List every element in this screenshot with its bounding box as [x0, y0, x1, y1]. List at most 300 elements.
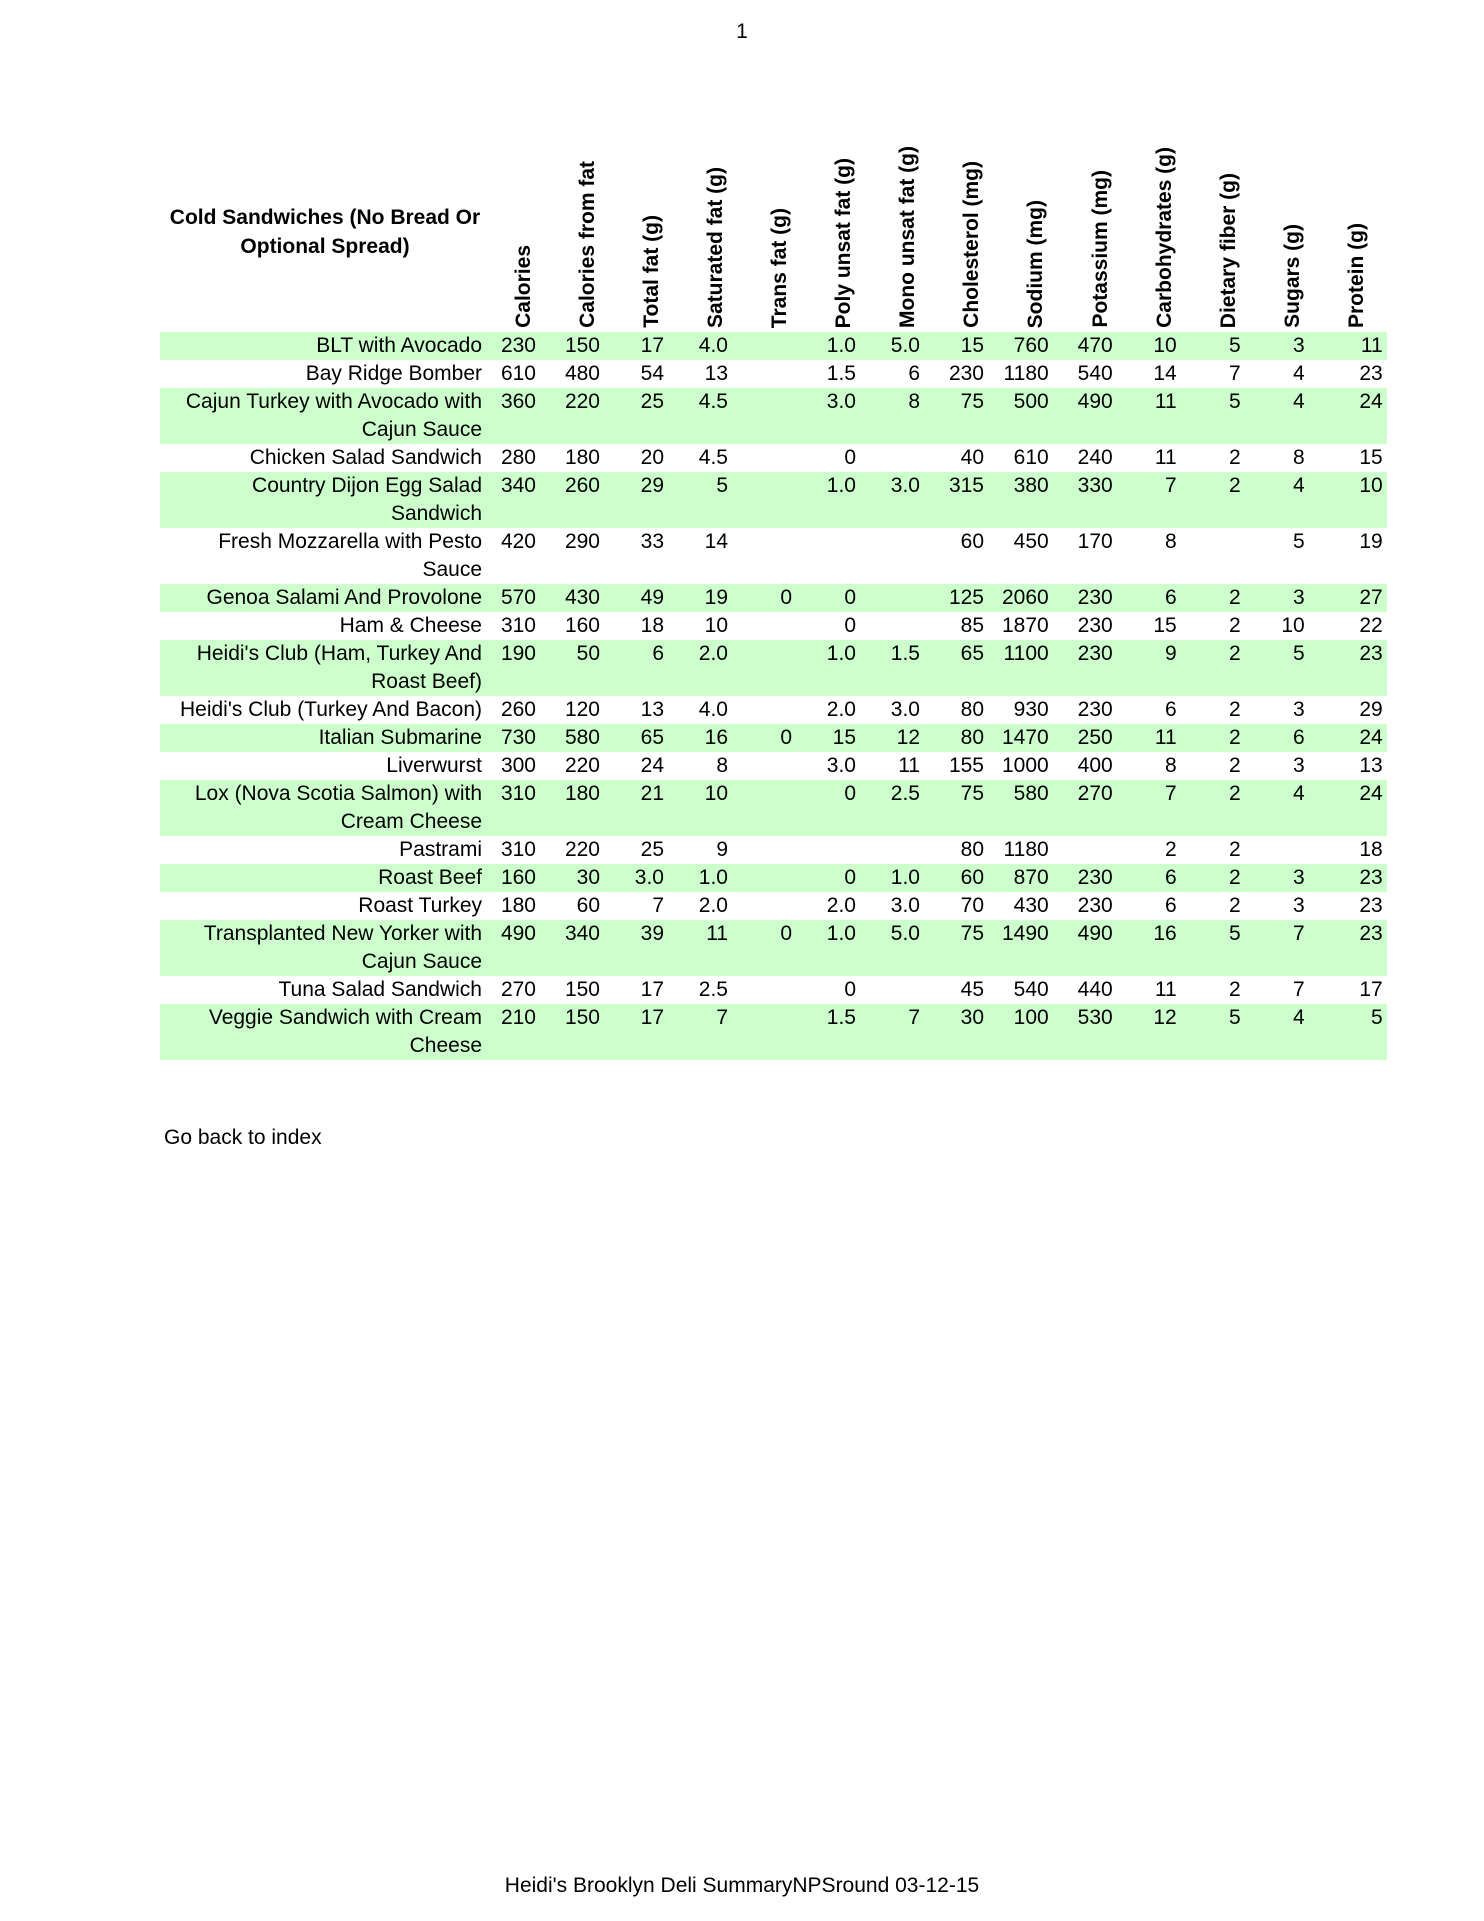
- row-value-cell: 15: [810, 724, 874, 752]
- row-value-cell: 2.5: [698, 978, 728, 1001]
- row-value-cell: 180: [500, 894, 536, 917]
- row-value-cell: 7: [652, 894, 664, 917]
- row-value-cell: 60: [938, 864, 1002, 892]
- row-value-cell: 12: [1131, 1004, 1195, 1060]
- row-value-cell: 2: [1195, 472, 1259, 528]
- row-value-cell: 24: [1323, 780, 1387, 836]
- row-value-cell: 5: [1195, 388, 1259, 444]
- row-value-cell: 330: [1067, 472, 1131, 528]
- row-value-cell: 11: [1131, 724, 1195, 752]
- row-value-cell: 85: [960, 614, 984, 637]
- table-row: [160, 920, 1387, 976]
- row-value-cell: [746, 360, 810, 388]
- row-item-name: Ham & Cheese: [339, 614, 482, 637]
- row-value-cell: 3: [1259, 332, 1323, 360]
- row-value-cell: 160: [490, 864, 554, 892]
- row-value-cell: 39: [618, 920, 682, 976]
- row-value-cell: 11: [1323, 332, 1387, 360]
- row-value-cell: 230: [1067, 864, 1131, 892]
- row-value-cell: 14: [704, 530, 728, 553]
- page-footer: Heidi's Brooklyn Deli SummaryNPSround 03-12-15: [504, 1874, 980, 1897]
- column-header: [1323, 132, 1387, 332]
- row-value-cell: 8: [1165, 530, 1177, 553]
- column-header-label: Calories from fat: [576, 161, 599, 328]
- row-value-cell: 5.0: [874, 920, 938, 976]
- column-header-label: Trans fat (g): [768, 207, 791, 328]
- row-value-cell: 420: [500, 530, 536, 553]
- row-value-cell: 5: [1195, 920, 1259, 976]
- row-value-cell: 2: [1229, 446, 1241, 469]
- row-value-cell: 580: [554, 724, 618, 752]
- row-value-cell: [746, 612, 810, 640]
- row-value-cell: 100: [1002, 1004, 1067, 1060]
- column-header: [1259, 132, 1323, 332]
- row-value-cell: 210: [490, 1004, 554, 1060]
- row-value-cell: 300: [500, 754, 536, 777]
- row-item-name: Tuna Salad Sandwich: [278, 978, 482, 1001]
- row-value-cell: [746, 976, 810, 1004]
- column-header-label: Protein (g): [1344, 223, 1368, 328]
- row-value-cell: 19: [1359, 530, 1383, 553]
- row-value-cell: 470: [1067, 332, 1131, 360]
- row-value-cell: 1180: [1003, 362, 1049, 385]
- row-value-cell: [746, 640, 810, 696]
- row-value-cell: [746, 864, 810, 892]
- row-value-cell: [874, 444, 938, 472]
- row-value-cell: 11: [1154, 978, 1177, 1001]
- row-value-cell: 430: [554, 584, 618, 612]
- column-header: [746, 132, 810, 332]
- row-value-cell: 450: [1013, 530, 1049, 553]
- row-value-cell: 13: [1359, 754, 1383, 777]
- row-value-cell: 17: [1359, 978, 1383, 1001]
- row-value-cell: 2: [1229, 838, 1241, 861]
- row-value-cell: 33: [640, 530, 664, 553]
- row-value-cell: 60: [576, 894, 600, 917]
- row-value-cell: 0: [810, 864, 874, 892]
- nutrition-table: [160, 132, 1387, 1060]
- row-value-cell: 7: [874, 1004, 938, 1060]
- table-title: Cold Sandwiches (No Bread Or Optional Spread): [169, 206, 481, 258]
- row-value-cell: 3: [1293, 754, 1305, 777]
- row-value-cell: 1490: [1002, 920, 1067, 976]
- column-header-label: Carbohydrates (g): [1152, 147, 1176, 328]
- table-row: [160, 584, 1387, 612]
- row-value-cell: 4: [1259, 1004, 1323, 1060]
- row-value-cell: 260: [500, 698, 536, 721]
- table-row: [160, 612, 1387, 640]
- row-value-cell: 2.0: [826, 698, 856, 721]
- row-value-cell: 10: [1131, 332, 1195, 360]
- row-value-cell: 8: [874, 388, 938, 444]
- row-value-cell: 280: [500, 446, 536, 469]
- row-value-cell: 16: [682, 724, 746, 752]
- row-value-cell: 5: [1195, 1004, 1259, 1060]
- row-value-cell: 270: [500, 978, 536, 1001]
- row-value-cell: 4: [1259, 780, 1323, 836]
- row-item-name: Bay Ridge Bomber: [305, 362, 482, 385]
- row-value-cell: 155: [948, 754, 984, 777]
- row-value-cell: 30: [554, 864, 618, 892]
- column-header: [490, 132, 554, 332]
- row-value-cell: 180: [564, 446, 600, 469]
- row-value-cell: 17: [618, 332, 682, 360]
- table-row: [160, 696, 1387, 724]
- table-body: [160, 332, 1387, 1060]
- row-value-cell: 25: [640, 838, 664, 861]
- row-value-cell: 0: [844, 614, 856, 637]
- row-value-cell: 12: [874, 724, 938, 752]
- row-value-cell: 0: [844, 446, 856, 469]
- table-row: [160, 332, 1387, 360]
- column-header-label: Potassium (mg): [1088, 170, 1112, 328]
- row-value-cell: [746, 752, 810, 780]
- row-item-name: BLT with Avocado: [160, 332, 490, 360]
- row-value-cell: 3: [1293, 894, 1305, 917]
- row-value-cell: [1195, 528, 1259, 584]
- row-value-cell: 20: [640, 446, 664, 469]
- row-item-name: Heidi's Club (Turkey And Bacon): [179, 698, 482, 721]
- row-value-cell: 250: [1067, 724, 1131, 752]
- row-value-cell: 24: [1323, 388, 1387, 444]
- row-value-cell: 3.0: [826, 754, 856, 777]
- row-value-cell: 180: [554, 780, 618, 836]
- row-value-cell: 3.0: [874, 472, 938, 528]
- column-header-label: Cholesterol (mg): [960, 161, 983, 328]
- row-value-cell: 27: [1323, 584, 1387, 612]
- row-value-cell: [746, 332, 810, 360]
- row-value-cell: 4.5: [682, 388, 746, 444]
- row-value-cell: 870: [1002, 864, 1067, 892]
- table-row: [160, 864, 1387, 892]
- row-value-cell: 360: [490, 388, 554, 444]
- row-value-cell: 1.5: [874, 640, 938, 696]
- row-value-cell: 2: [1229, 614, 1241, 637]
- row-value-cell: 230: [1067, 640, 1131, 696]
- row-value-cell: 2: [1195, 584, 1259, 612]
- row-value-cell: [746, 472, 810, 528]
- row-value-cell: 1870: [1002, 614, 1049, 637]
- row-value-cell: 13: [640, 698, 664, 721]
- row-value-cell: 4.0: [682, 332, 746, 360]
- row-value-cell: 1.0: [810, 640, 874, 696]
- row-value-cell: [746, 528, 810, 584]
- row-value-cell: 4.0: [698, 698, 728, 721]
- row-value-cell: 1.0: [810, 332, 874, 360]
- row-value-cell: 230: [1077, 698, 1113, 721]
- row-value-cell: 760: [1002, 332, 1067, 360]
- row-value-cell: 0: [746, 724, 810, 752]
- row-value-cell: 540: [1077, 362, 1113, 385]
- row-value-cell: 8: [1293, 446, 1305, 469]
- row-value-cell: 11: [682, 920, 746, 976]
- row-value-cell: 7: [1131, 780, 1195, 836]
- row-value-cell: 240: [1077, 446, 1113, 469]
- row-value-cell: 730: [490, 724, 554, 752]
- column-header-label: Total fat (g): [640, 215, 663, 328]
- row-item-name: Genoa Salami And Provolone: [160, 584, 490, 612]
- row-value-cell: 230: [490, 332, 554, 360]
- row-value-cell: 150: [554, 1004, 618, 1060]
- column-header: [1067, 132, 1131, 332]
- row-value-cell: 290: [564, 530, 600, 553]
- row-value-cell: 490: [1067, 920, 1131, 976]
- row-value-cell: 570: [490, 584, 554, 612]
- table-row: [160, 444, 1387, 472]
- row-value-cell: 6: [908, 362, 920, 385]
- row-value-cell: 7: [1293, 978, 1305, 1001]
- row-value-cell: 160: [564, 614, 600, 637]
- row-value-cell: 190: [490, 640, 554, 696]
- row-value-cell: 0: [746, 920, 810, 976]
- row-value-cell: [746, 892, 810, 920]
- row-value-cell: 7: [1131, 472, 1195, 528]
- table-row: [160, 388, 1387, 444]
- row-value-cell: 1000: [1002, 754, 1049, 777]
- table-row: [160, 724, 1387, 752]
- row-item-name: Roast Turkey: [358, 894, 482, 917]
- row-value-cell: 21: [618, 780, 682, 836]
- row-value-cell: 0: [746, 584, 810, 612]
- row-value-cell: 2: [1229, 754, 1241, 777]
- row-value-cell: 230: [1077, 894, 1113, 917]
- row-value-cell: 120: [564, 698, 600, 721]
- row-value-cell: 150: [554, 332, 618, 360]
- row-value-cell: 14: [1153, 362, 1177, 385]
- row-value-cell: 15: [1359, 446, 1383, 469]
- row-value-cell: 24: [640, 754, 664, 777]
- row-value-cell: 930: [1013, 698, 1049, 721]
- row-value-cell: 3.0: [890, 894, 920, 917]
- row-value-cell: [810, 528, 874, 584]
- row-value-cell: [746, 444, 810, 472]
- row-value-cell: 0: [810, 584, 874, 612]
- row-value-cell: 2.0: [682, 640, 746, 696]
- header-row: [160, 132, 1387, 332]
- row-value-cell: 25: [618, 388, 682, 444]
- row-value-cell: 17: [640, 978, 664, 1001]
- row-value-cell: 400: [1077, 754, 1113, 777]
- row-value-cell: 310: [500, 838, 536, 861]
- row-value-cell: 29: [618, 472, 682, 528]
- row-value-cell: [874, 976, 938, 1004]
- row-value-cell: 75: [938, 388, 1002, 444]
- row-value-cell: 610: [500, 362, 536, 385]
- row-value-cell: 11: [1154, 446, 1177, 469]
- row-value-cell: 315: [938, 472, 1002, 528]
- row-value-cell: 220: [564, 754, 600, 777]
- row-value-cell: 260: [554, 472, 618, 528]
- column-header-label: Mono unsat fat (g): [896, 146, 919, 328]
- column-header: [938, 132, 1002, 332]
- row-value-cell: 65: [938, 640, 1002, 696]
- row-value-cell: 23: [1323, 640, 1387, 696]
- row-value-cell: 2: [1229, 698, 1241, 721]
- row-value-cell: 5: [1323, 1004, 1387, 1060]
- row-value-cell: 22: [1359, 614, 1383, 637]
- row-item-name: Lox (Nova Scotia Salmon) with Cream Cheese: [160, 780, 490, 836]
- column-header: [682, 132, 746, 332]
- row-value-cell: 19: [682, 584, 746, 612]
- row-value-cell: 3: [1259, 584, 1323, 612]
- row-value-cell: 15: [938, 332, 1002, 360]
- row-value-cell: 2.0: [698, 894, 728, 917]
- column-header: [1195, 132, 1259, 332]
- row-value-cell: 18: [1359, 838, 1383, 861]
- row-value-cell: 440: [1077, 978, 1113, 1001]
- table-row: [160, 892, 1387, 920]
- row-value-cell: 7: [1229, 362, 1241, 385]
- row-value-cell: 9: [716, 838, 728, 861]
- row-value-cell: 7: [1259, 920, 1323, 976]
- row-value-cell: 1.0: [810, 920, 874, 976]
- row-value-cell: 150: [564, 978, 600, 1001]
- row-value-cell: [874, 836, 938, 864]
- row-value-cell: 1180: [1003, 838, 1049, 861]
- page-number: 1: [736, 20, 748, 43]
- row-value-cell: 6: [1131, 584, 1195, 612]
- row-value-cell: 0: [810, 780, 874, 836]
- row-value-cell: 3: [1293, 698, 1305, 721]
- row-value-cell: [874, 584, 938, 612]
- row-value-cell: 7: [682, 1004, 746, 1060]
- row-item-name: Italian Submarine: [160, 724, 490, 752]
- row-item-name: Country Dijon Egg Salad Sandwich: [160, 472, 490, 528]
- row-item-name: Chicken Salad Sandwich: [249, 446, 482, 469]
- row-value-cell: [746, 696, 810, 724]
- column-header: [810, 132, 874, 332]
- row-value-cell: 70: [960, 894, 984, 917]
- column-header: [874, 132, 938, 332]
- row-value-cell: 230: [1077, 614, 1113, 637]
- row-item-name: Transplanted New Yorker with Cajun Sauce: [160, 920, 490, 976]
- row-value-cell: 5.0: [874, 332, 938, 360]
- column-header: [618, 132, 682, 332]
- row-value-cell: 500: [1002, 388, 1067, 444]
- row-value-cell: 16: [1131, 920, 1195, 976]
- row-value-cell: 10: [704, 614, 728, 637]
- row-value-cell: 3.0: [618, 864, 682, 892]
- row-item-name: Veggie Sandwich with Cream Cheese: [160, 1004, 490, 1060]
- row-value-cell: 5: [1259, 640, 1323, 696]
- row-value-cell: 17: [618, 1004, 682, 1060]
- row-value-cell: [874, 612, 938, 640]
- row-value-cell: 2: [1195, 864, 1259, 892]
- row-value-cell: 3: [1259, 864, 1323, 892]
- row-value-cell: 1100: [1002, 640, 1067, 696]
- table-row: [160, 1004, 1387, 1060]
- row-value-cell: 23: [1359, 362, 1383, 385]
- row-value-cell: 23: [1359, 894, 1383, 917]
- row-value-cell: 2: [1195, 724, 1259, 752]
- row-value-cell: 340: [490, 472, 554, 528]
- row-value-cell: 1.5: [826, 362, 856, 385]
- row-value-cell: 230: [1067, 584, 1131, 612]
- row-value-cell: 5: [682, 472, 746, 528]
- row-value-cell: [746, 388, 810, 444]
- row-value-cell: [746, 1004, 810, 1060]
- row-value-cell: 6: [1165, 894, 1177, 917]
- row-value-cell: 1.0: [682, 864, 746, 892]
- row-value-cell: 3.0: [810, 388, 874, 444]
- row-value-cell: 220: [564, 838, 600, 861]
- row-value-cell: 125: [938, 584, 1002, 612]
- column-header-label: Poly unsat fat (g): [832, 157, 855, 328]
- row-value-cell: 1.0: [874, 864, 938, 892]
- row-value-cell: 2: [1229, 894, 1241, 917]
- row-value-cell: 530: [1067, 1004, 1131, 1060]
- row-value-cell: 580: [1002, 780, 1067, 836]
- row-value-cell: 1.0: [810, 472, 874, 528]
- row-value-cell: 8: [716, 754, 728, 777]
- row-value-cell: 13: [704, 362, 728, 385]
- column-header-label: Calories: [512, 245, 535, 328]
- row-value-cell: [810, 836, 874, 864]
- row-value-cell: [1259, 836, 1323, 864]
- table-row: [160, 640, 1387, 696]
- row-value-cell: [746, 780, 810, 836]
- row-value-cell: 49: [618, 584, 682, 612]
- row-value-cell: [746, 836, 810, 864]
- row-value-cell: 380: [1002, 472, 1067, 528]
- back-to-index-link[interactable]: Go back to index: [164, 1126, 322, 1149]
- row-item-name: Cajun Turkey with Avocado with Cajun Sauce: [160, 388, 490, 444]
- row-value-cell: 80: [960, 698, 984, 721]
- row-value-cell: 11: [1131, 388, 1195, 444]
- row-value-cell: 30: [938, 1004, 1002, 1060]
- table-row: [160, 752, 1387, 780]
- row-value-cell: 29: [1359, 698, 1383, 721]
- row-value-cell: 80: [938, 724, 1002, 752]
- row-value-cell: 4.5: [698, 446, 728, 469]
- row-value-cell: 6: [618, 640, 682, 696]
- row-item-name: Pastrami: [399, 838, 482, 861]
- table-row: [160, 472, 1387, 528]
- row-value-cell: 10: [1323, 472, 1387, 528]
- row-value-cell: 270: [1067, 780, 1131, 836]
- row-value-cell: [874, 528, 938, 584]
- row-value-cell: [1067, 836, 1131, 864]
- row-value-cell: 1.5: [810, 1004, 874, 1060]
- column-header: [1131, 132, 1195, 332]
- row-value-cell: 4: [1293, 362, 1305, 385]
- row-value-cell: 2: [1195, 640, 1259, 696]
- row-value-cell: 4: [1259, 472, 1323, 528]
- row-value-cell: 5: [1195, 332, 1259, 360]
- row-value-cell: 54: [640, 362, 664, 385]
- row-value-cell: 2: [1195, 780, 1259, 836]
- row-item-name: Heidi's Club (Ham, Turkey And Roast Beef): [160, 640, 490, 696]
- row-value-cell: 24: [1323, 724, 1387, 752]
- row-value-cell: 10: [1281, 614, 1305, 637]
- row-value-cell: 480: [564, 362, 600, 385]
- row-value-cell: 10: [682, 780, 746, 836]
- row-value-cell: 430: [1013, 894, 1049, 917]
- column-header-label: Saturated fat (g): [704, 166, 727, 328]
- row-value-cell: 6: [1259, 724, 1323, 752]
- row-value-cell: 490: [1067, 388, 1131, 444]
- row-value-cell: 15: [1153, 614, 1177, 637]
- row-value-cell: 0: [844, 978, 856, 1001]
- row-value-cell: 45: [960, 978, 984, 1001]
- row-value-cell: 310: [490, 780, 554, 836]
- table-row: [160, 360, 1387, 388]
- table-row: [160, 836, 1387, 864]
- row-value-cell: 5: [1293, 530, 1305, 553]
- row-value-cell: 4: [1259, 388, 1323, 444]
- row-item-name: Roast Beef: [160, 864, 490, 892]
- row-value-cell: 220: [554, 388, 618, 444]
